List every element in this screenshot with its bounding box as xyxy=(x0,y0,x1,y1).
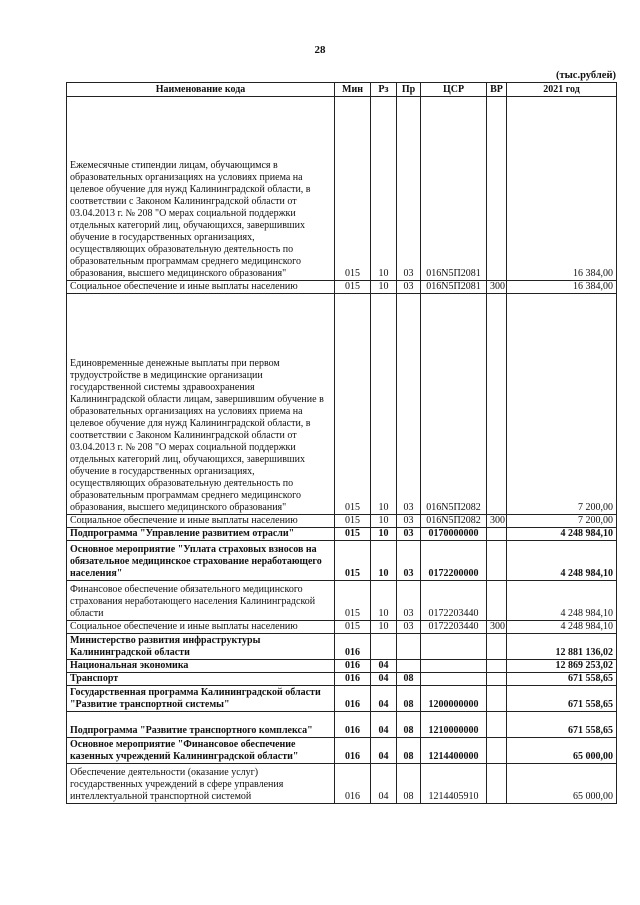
table-row xyxy=(67,712,617,738)
cell-rz: 10 xyxy=(371,97,397,281)
cell-name: Ежемесячные стипендии лицам, обучающимся в образовательных организациях на условиях приема на целевое обучение для нужд Калининградской области, в соответствии с Законом Калининградской области от 03.04.2013 г. № 208 "О мерах социальной поддержки отдельных категорий лиц, обучающихся, завершивших обучение в государственных организациях, осуществляющих образовательную деятельность по образовательным программам среднего медицинского образования, высшего медицинского образования" xyxy=(67,97,335,281)
cell-vr xyxy=(487,673,507,686)
cell-pr: 08 xyxy=(397,738,421,764)
table-row xyxy=(67,738,617,764)
cell-rz: 10 xyxy=(371,294,397,515)
cell-name: Государственная программа Калининградской области "Развитие транспортной системы" xyxy=(67,686,335,712)
cell-csr: 016N5П2081 xyxy=(421,281,487,294)
cell-csr: 016N5П2081 xyxy=(421,97,487,281)
header-sum: 2021 год xyxy=(507,83,617,97)
table-row xyxy=(67,673,617,686)
cell-min: 015 xyxy=(335,281,371,294)
cell-sum: 4 248 984,10 xyxy=(507,581,617,621)
cell-csr: 1210000000 xyxy=(421,712,487,738)
cell-name: Министерство развития инфраструктуры Калининградской области xyxy=(67,634,335,660)
units-label: (тыс.рублей) xyxy=(555,70,616,81)
table-row xyxy=(67,764,617,804)
cell-sum: 671 558,65 xyxy=(507,673,617,686)
cell-min: 016 xyxy=(335,686,371,712)
cell-sum: 16 384,00 xyxy=(507,97,617,281)
cell-pr xyxy=(397,634,421,660)
cell-csr: 0172203440 xyxy=(421,581,487,621)
cell-pr: 03 xyxy=(397,581,421,621)
cell-csr: 0172203440 xyxy=(421,621,487,634)
cell-pr xyxy=(397,660,421,673)
cell-rz: 10 xyxy=(371,528,397,541)
table-row xyxy=(67,528,617,541)
cell-vr xyxy=(487,294,507,515)
cell-csr: 1200000000 xyxy=(421,686,487,712)
cell-min: 015 xyxy=(335,515,371,528)
cell-name: Социальное обеспечение и иные выплаты населению xyxy=(67,621,335,634)
cell-pr: 08 xyxy=(397,673,421,686)
cell-name: Транспорт xyxy=(67,673,335,686)
cell-csr: 1214400000 xyxy=(421,738,487,764)
cell-pr: 03 xyxy=(397,281,421,294)
cell-csr xyxy=(421,660,487,673)
header-rz: Рз xyxy=(371,83,397,97)
cell-name: Социальное обеспечение и иные выплаты населению xyxy=(67,515,335,528)
header-vr: ВР xyxy=(487,83,507,97)
cell-rz: 04 xyxy=(371,738,397,764)
cell-rz: 04 xyxy=(371,660,397,673)
cell-vr: 300 xyxy=(487,281,507,294)
table-row xyxy=(67,634,617,660)
cell-min: 016 xyxy=(335,738,371,764)
cell-min: 015 xyxy=(335,541,371,581)
header-min: Мин xyxy=(335,83,371,97)
cell-rz: 10 xyxy=(371,581,397,621)
cell-rz: 04 xyxy=(371,686,397,712)
cell-pr: 03 xyxy=(397,541,421,581)
cell-name: Основное мероприятие "Уплата страховых взносов на обязательное медицинское страхование неработающего населения" xyxy=(67,541,335,581)
cell-sum: 65 000,00 xyxy=(507,764,617,804)
cell-rz: 10 xyxy=(371,281,397,294)
cell-vr xyxy=(487,541,507,581)
cell-pr: 08 xyxy=(397,764,421,804)
cell-sum: 7 200,00 xyxy=(507,515,617,528)
cell-vr xyxy=(487,764,507,804)
table-row xyxy=(67,541,617,581)
cell-csr xyxy=(421,634,487,660)
cell-vr xyxy=(487,738,507,764)
cell-csr: 0172200000 xyxy=(421,541,487,581)
table-row xyxy=(67,581,617,621)
cell-vr: 300 xyxy=(487,621,507,634)
table-header-row xyxy=(67,83,617,97)
cell-min: 015 xyxy=(335,621,371,634)
cell-vr xyxy=(487,660,507,673)
cell-vr xyxy=(487,686,507,712)
cell-sum: 671 558,65 xyxy=(507,686,617,712)
cell-pr: 03 xyxy=(397,621,421,634)
cell-min: 015 xyxy=(335,97,371,281)
cell-name: Финансовое обеспечение обязательного медицинского страхования неработающего населения Калининградской области xyxy=(67,581,335,621)
cell-rz xyxy=(371,634,397,660)
cell-sum: 12 869 253,02 xyxy=(507,660,617,673)
cell-sum: 65 000,00 xyxy=(507,738,617,764)
cell-name: Единовременные денежные выплаты при первом трудоустройстве в медицинские организации государственной системы здравоохранения Калининградской области лицам, завершившим обучение в образовательных организациях на условиях приема на целевое обучение для нужд Калининградской области, в соответствии с Законом Калининградской области от 03.04.2013 г. № 208 "О мерах социальной поддержки отдельных категорий лиц, обучающихся, завершивших обучение в государственных организациях, осуществляющих образовательную деятельность по образовательным программам среднего медицинского образования, высшего медицинского образования" xyxy=(67,294,335,515)
cell-min: 016 xyxy=(335,634,371,660)
cell-min: 015 xyxy=(335,528,371,541)
cell-name: Основное мероприятие "Финансовое обеспечение казенных учреждений Калининградской области" xyxy=(67,738,335,764)
table-row xyxy=(67,686,617,712)
cell-min: 015 xyxy=(335,294,371,515)
cell-pr: 03 xyxy=(397,97,421,281)
cell-csr: 0170000000 xyxy=(421,528,487,541)
cell-sum: 4 248 984,10 xyxy=(507,621,617,634)
cell-sum: 12 881 136,02 xyxy=(507,634,617,660)
cell-min: 016 xyxy=(335,764,371,804)
cell-vr xyxy=(487,634,507,660)
cell-name: Социальное обеспечение и иные выплаты населению xyxy=(67,281,335,294)
cell-vr xyxy=(487,712,507,738)
cell-min: 016 xyxy=(335,712,371,738)
cell-name: Обеспечение деятельности (оказание услуг) государственных учреждений в сфере управления интеллектуальной транспортной системой xyxy=(67,764,335,804)
cell-rz: 04 xyxy=(371,673,397,686)
cell-sum: 16 384,00 xyxy=(507,281,617,294)
cell-csr: 016N5П2082 xyxy=(421,294,487,515)
cell-pr: 03 xyxy=(397,294,421,515)
cell-pr: 08 xyxy=(397,712,421,738)
cell-rz: 10 xyxy=(371,541,397,581)
cell-csr: 1214405910 xyxy=(421,764,487,804)
cell-rz: 10 xyxy=(371,621,397,634)
cell-vr: 300 xyxy=(487,515,507,528)
cell-name: Подпрограмма "Развитие транспортного комплекса" xyxy=(67,712,335,738)
header-pr: Пр xyxy=(397,83,421,97)
table-row xyxy=(67,660,617,673)
cell-vr xyxy=(487,97,507,281)
cell-vr xyxy=(487,528,507,541)
table-row xyxy=(67,294,617,515)
table-row xyxy=(67,281,617,294)
cell-csr: 016N5П2082 xyxy=(421,515,487,528)
table-row xyxy=(67,97,617,281)
cell-rz: 04 xyxy=(371,712,397,738)
page-number: 28 xyxy=(314,44,326,56)
table-row xyxy=(67,621,617,634)
cell-min: 016 xyxy=(335,660,371,673)
cell-sum: 4 248 984,10 xyxy=(507,528,617,541)
cell-min: 016 xyxy=(335,673,371,686)
cell-csr xyxy=(421,673,487,686)
cell-name: Национальная экономика xyxy=(67,660,335,673)
cell-name: Подпрограмма "Управление развитием отрасли" xyxy=(67,528,335,541)
header-name: Наименование кода xyxy=(67,83,335,97)
cell-rz: 10 xyxy=(371,515,397,528)
cell-pr: 03 xyxy=(397,515,421,528)
header-csr: ЦСР xyxy=(421,83,487,97)
table-row xyxy=(67,515,617,528)
cell-sum: 4 248 984,10 xyxy=(507,541,617,581)
cell-min: 015 xyxy=(335,581,371,621)
cell-sum: 671 558,65 xyxy=(507,712,617,738)
cell-rz: 04 xyxy=(371,764,397,804)
cell-pr: 03 xyxy=(397,528,421,541)
cell-vr xyxy=(487,581,507,621)
budget-table xyxy=(66,82,617,804)
cell-pr: 08 xyxy=(397,686,421,712)
cell-sum: 7 200,00 xyxy=(507,294,617,515)
